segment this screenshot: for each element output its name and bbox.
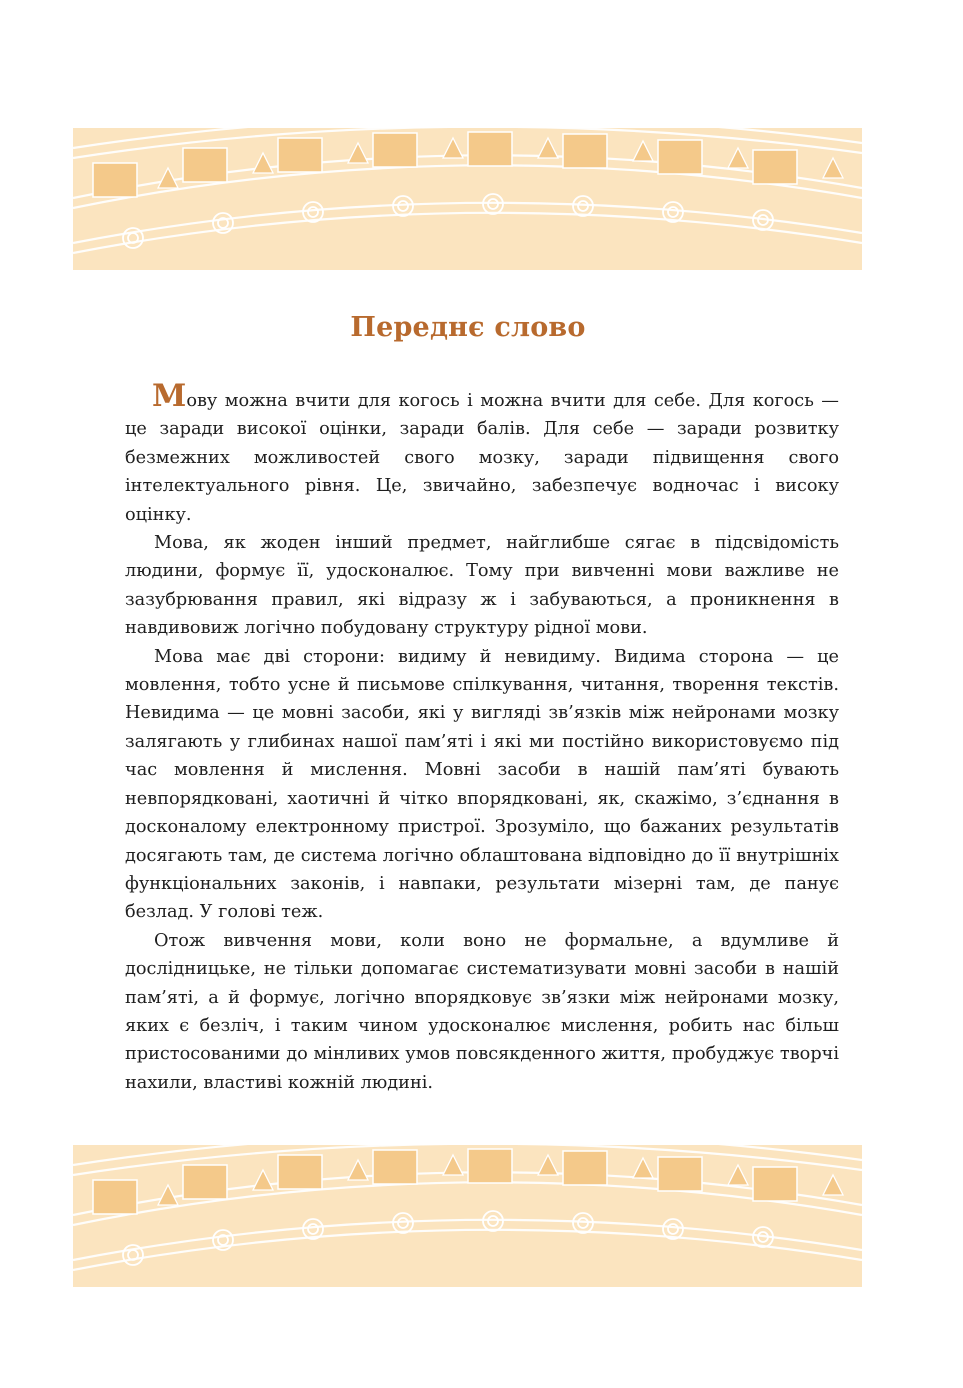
paragraph-text: ову можна вчити для когось і можна вчити для себе. Для когось — це заради високої оцінки, заради балів. Для себе — заради розвитку безмежних можливостей свого мозку, заради підвищення свого інтелектуального рівня. Це, звичайно, забезпечує водночас і високу оцінку. [125,391,839,525]
paragraph: Отож вивчення мови, коли воно не формальне, а вдумливе й дослідницьке, не тільки допомагає систематизувати мовні засоби в нашій пам’яті, а й формує, логічно впорядковує зв’язки між нейронами мозку, яких є безліч, і таким чином удосконалює мислення, робить нас більш пристосованими до мінливих умов повсякденного життя, пробуджує творчі нахили, властиві кожній людині. [125,930,839,1093]
ornament-banner-top [73,128,862,270]
drop-cap: М [152,378,187,414]
paragraph [125,378,839,529]
ornament-pattern [73,1145,862,1287]
page-title: Переднє слово [350,312,586,343]
paragraph: Мова має дві сторони: видиму й невидиму. Видима сторона — це мовлення, тобто усне й письмове спілкування, читання, творення текстів. Невидима — це мовні засоби, які у вигляді зв’язків між нейронами мозку залягають у глибинах нашої пам’яті і які ми постійно використовуємо під час мовлення й мислення. Мовні засоби в нашій пам’яті бувають невпорядковані, хаотичні й чітко впорядковані, як, скажімо, з’єднання в досконалому електронному пристрої. Зрозуміло, що бажаних результатів досягають там, де система логічно облаштована відповідно до її внутрішніх функціональних законів, і навпаки, результати мізерні там, де панує безлад. У голові теж. [125,646,839,923]
paragraph: Мова, як жоден інший предмет, найглибше сягає в підсвідомість людини, формує її, удосконалює. Тому при вивченні мови важливе не зазубрювання правил, які відразу ж і забуваються, а проникнення в навдивовиж логічно побудовану структуру рідної мови. [125,533,839,639]
body-text [125,378,839,1097]
ornament-pattern [73,128,862,270]
ornament-banner-bottom [73,1145,862,1287]
